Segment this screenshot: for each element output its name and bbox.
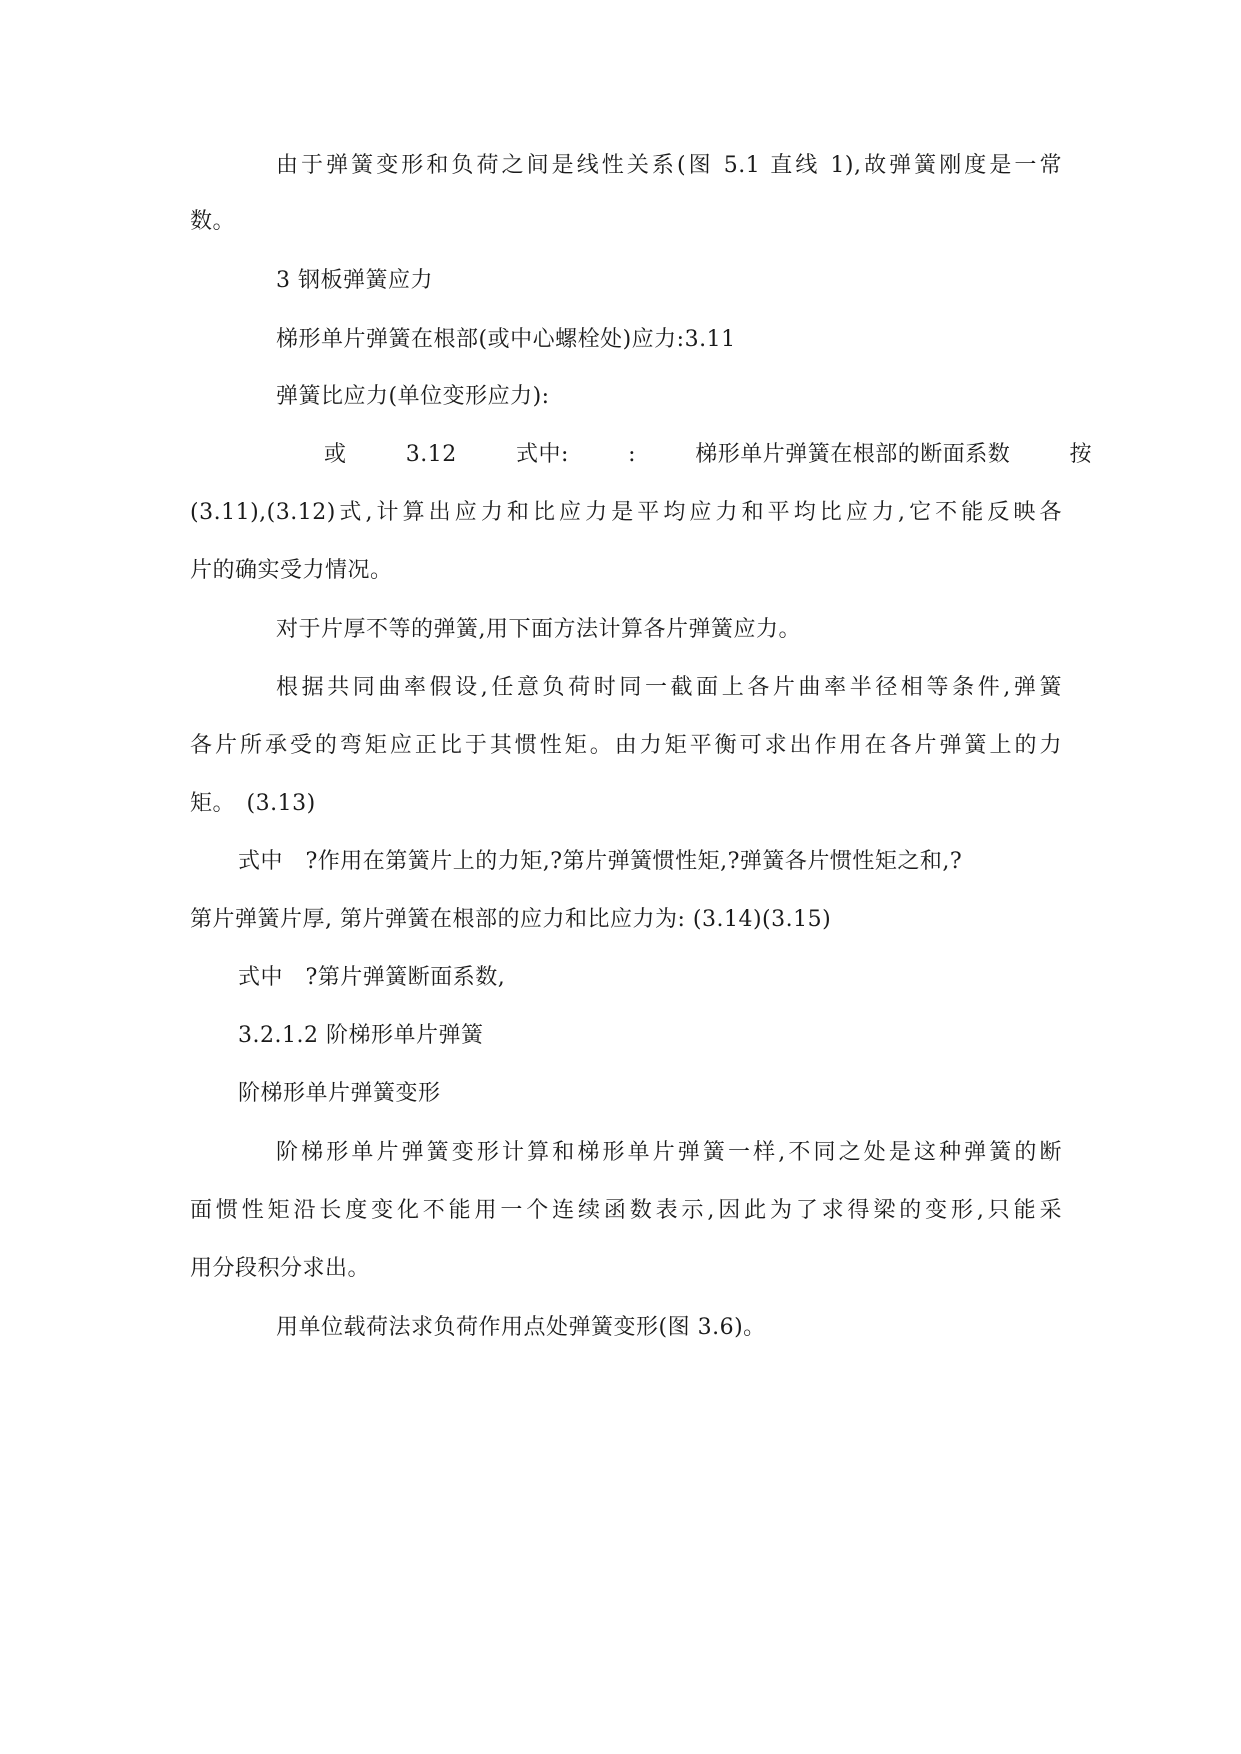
spread-part: : xyxy=(628,442,636,467)
section-heading: 3.2.1.2 阶梯形单片弹簧 xyxy=(238,1023,484,1048)
spread-part: 3.12 xyxy=(405,442,457,467)
paragraph-line: 用分段积分求出。 xyxy=(190,1256,371,1281)
subsection-heading: 阶梯形单片弹簧变形 xyxy=(238,1081,441,1106)
paragraph-line: 第片弹簧片厚, 第片弹簧在根部的应力和比应力为: (3.14)(3.15) xyxy=(190,907,832,932)
spread-part: 梯形单片弹簧在根部的断面系数 xyxy=(695,442,1011,467)
spread-part: 式中: xyxy=(515,442,569,467)
paragraph-line: 面惯性矩沿长度变化不能用一个连续函数表示,因此为了求得梁的变形,只能采 xyxy=(190,1198,1062,1223)
paragraph-line: 各片所承受的弯矩应正比于其惯性矩。由力矩平衡可求出作用在各片弹簧上的力 xyxy=(190,733,1062,758)
paragraph-line: 用单位载荷法求负荷作用点处弹簧变形(图 3.6)。 xyxy=(276,1315,766,1340)
paragraph-line: 梯形单片弹簧在根部(或中心螺栓处)应力:3.11 xyxy=(276,327,736,352)
paragraph-line: 根据共同曲率假设,任意负荷时同一截面上各片曲率半径相等条件,弹簧 xyxy=(276,675,1062,700)
paragraph-line: (3.11),(3.12)式,计算出应力和比应力是平均应力和平均比应力,它不能反映各 xyxy=(190,500,1062,525)
paragraph-line: 式中 ?第片弹簧断面系数, xyxy=(238,965,506,990)
spread-part: 按 xyxy=(1069,442,1092,467)
paragraph-line: 对于片厚不等的弹簧,用下面方法计算各片弹簧应力。 xyxy=(276,617,801,642)
spread-part: 或 xyxy=(324,442,347,467)
paragraph-line: 矩。 (3.13) xyxy=(190,791,316,816)
paragraph-line: 阶梯形单片弹簧变形计算和梯形单片弹簧一样,不同之处是这种弹簧的断 xyxy=(276,1140,1062,1165)
paragraph-line: 式中 ?作用在第簧片上的力矩,?第片弹簧惯性矩,?弹簧各片惯性矩之和,? xyxy=(238,849,963,874)
paragraph-line: 数。 xyxy=(190,209,236,234)
paragraph-line: 由于弹簧变形和负荷之间是线性关系(图 5.1 直线 1),故弹簧刚度是一常 xyxy=(276,153,1062,178)
paragraph-line: 片的确实受力情况。 xyxy=(190,558,393,583)
paragraph-line-spread xyxy=(324,440,1092,470)
section-heading: 3 钢板弹簧应力 xyxy=(276,268,433,293)
paragraph-line: 弹簧比应力(单位变形应力): xyxy=(276,384,550,409)
